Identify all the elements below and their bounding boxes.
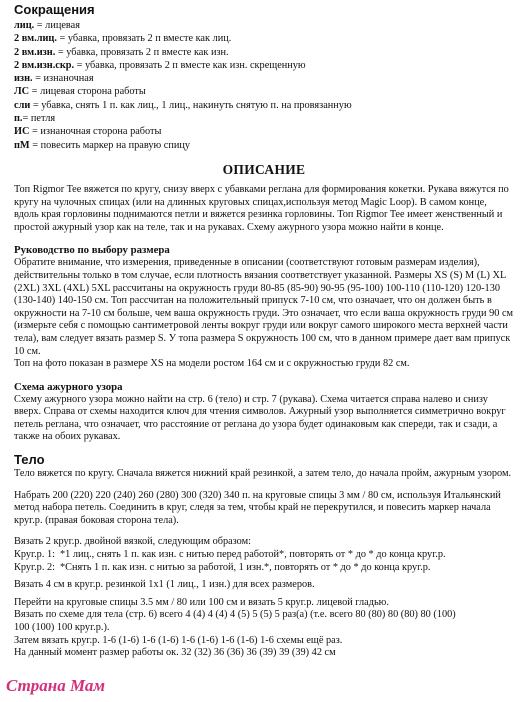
cutoff-line: На данный момент размер работы ок. 32 (32) 36 (36) 36 (39) 39 (39) 42 см [14,647,336,659]
lace-chart-title: Схема ажурного узора [14,380,123,393]
size-guide-text: Обратите внимание, что измерения, приведенные в описании (соответствуют готовым размерам изделия), действительны только в том случае, если плотность вязания соответствует указанной. Размеры XS (S) M (L) XL (2XL) 3XL (4XL) 5XL рассчитаны на окружность груди 80-85 (85-90) 90-95 (95-100) 100-110 (110-120) 120-130 (130-140) 140-150 см. Топ рассчитан на положительный припуск 7-10 см, что означает, что он должен быть в окружности на 7-10 см больше, чем ваша окружность груди. Это означает, что если ваша окружность груди 90 см (измерьте себя с помощью сантиметровой ленты вокруг груди или вокруг самого широкого места верхней части тела), вам следует вязать размер S. У топа размера S окружность 100 см, что в данном примере дает вам припуск 10 см. [14,257,514,357]
pattern-line-2: 100 (100) 100 круг.р.). [14,622,110,633]
round-row [14,549,514,562]
round-text: *Снять 1 п. как изн. с нитью за работой, 1 изн.*, повторять от * до * до конца круг.р. [60,561,431,573]
body-cast-on: Набрать 200 (220) 220 (240) 260 (280) 300 (320) 340 п. на круговые спицы 3 мм / 80 см, используя Итальянский метод набора петель. Соединить в круг, следя за тем, чтобы край не перекрутился, и повесить маркер начала круг.р. (правая боковая сторона тела). [14,489,501,526]
abbr-item: ИС = изнаночная сторона работы [14,126,162,138]
switch-needles: Перейти на круговые спицы 3.5 мм / 80 или 100 см и вязать 5 круг.р. лицевой гладью. [14,596,389,608]
abbreviations-list [14,19,514,152]
body-intro: Тело вяжется по кругу. Сначала вяжется нижний край резинкой, а затем тело, до начала пройм, ажурным узором. [14,468,512,480]
abbr-item: 2 вм.изн. = убавка, провязать 2 п вместе как изн. [14,46,229,58]
round-row [14,562,514,575]
rib-4cm: Вязать 4 см в круг.р. резинкой 1х1 (1 лиц., 1 изн.) для всех размеров. [14,579,315,591]
round-label: Круг.р. 2: [14,561,55,573]
round-text: *1 лиц., снять 1 п. как изн. с нитью перед работой*, повторять от * до * до конца круг.р. [60,549,446,561]
round-label: Круг.р. 1: [14,549,55,561]
body-section-title: Тело [14,452,45,468]
abbr-item: п.= петля [14,113,56,125]
lace-chart-text: Схему ажурного узора можно найти на стр. 6 (тело) и стр. 7 (рукава). Схема читается справа налево и снизу вверх. Справа от схемы находится ключ для чтения символов. Ажурный узор выполняется симметрично вокруг петель реглана, что означает, что расстояние от реглана до узора будет одинаковым как спереди, так и сзади, а также на обоих рукавах. [14,393,506,443]
abbreviations-title: Сокращения [14,2,95,17]
site-watermark: Страна Мам [6,676,106,695]
size-guide-photo-note: Топ на фото показан в размере XS на модели ростом 164 см и с окружностью груди 82 см. [14,358,410,370]
document-page [0,2,514,660]
repeat-line: Затем вязать круг.р. 1-6 (1-6) 1-6 (1-6) 1-6 (1-6) 1-6 (1-6) 1-6 схемы ещё раз. [14,634,343,646]
abbr-item: сли = убавка, снять 1 п. как лиц., 1 лиц., накинуть снятую п. на провязанную [14,99,352,111]
pattern-line-1: Вязать по схеме для тела (стр. 6) всего 4 (4) 4 (4) 4 (5) 5 (5) 5 раз(а) (т.е. всего 80 (80) 80 (80) 80 (100) [14,609,456,621]
description-text: Топ Rigmor Tee вяжется по кругу, снизу вверх с убавками реглана для формирования кокетки. Рукава вяжутся по кругу на чулочных спицах (или на длинных круговых спицах,используя метод Magic Loop). В самом конце, вдоль края горловины поднимаются петли и вяжется резинка горловины. Топ Rigmor Tee имеет женственный и простой ажурный узор как на теле, так и на рукавах. Схему ажурного узора можно найти в конце. [14,183,509,233]
abbr-item: 2 вм.изн.скр. = убавка, провязать 2 п вместе как изн. скрещенную [14,59,306,71]
abbr-item: изн. = изнаночная [14,73,94,85]
rib-intro: Вязать 2 круг.р. двойной вязкой, следующим образом: [14,536,252,548]
abbr-item: 2 вм.лиц. = убавка, провязать 2 п вместе как лиц. [14,33,232,45]
abbr-item: пМ = повесить маркер на правую спицу [14,139,191,151]
size-guide-title: Руководство по выбору размера [14,244,170,257]
abbr-item: лиц. = лицевая [14,20,80,31]
abbr-item: ЛС = лицевая сторона работы [14,86,146,98]
description-title: ОПИСАНИЕ [222,161,306,177]
